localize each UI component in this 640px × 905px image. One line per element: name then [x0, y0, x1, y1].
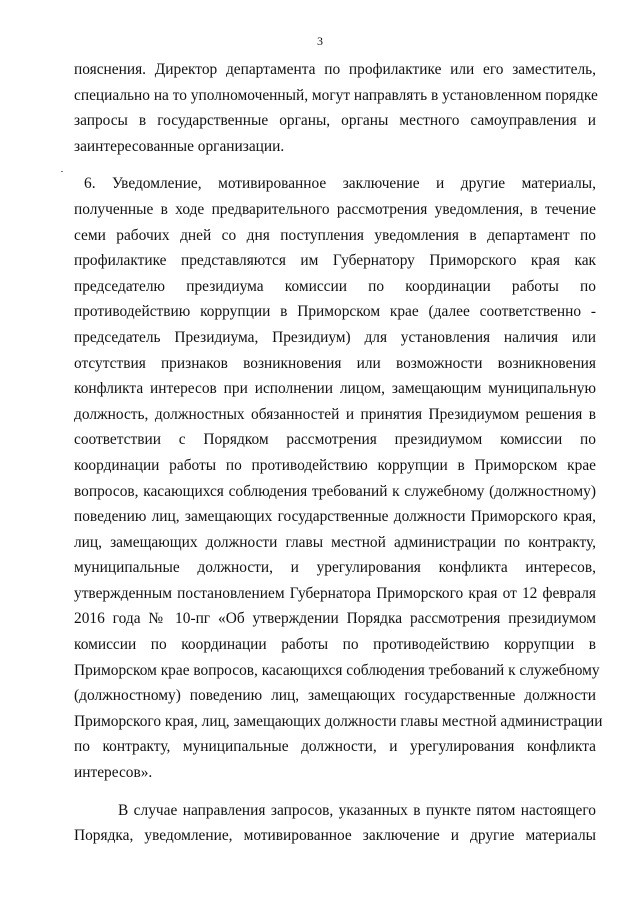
text-line: 2016 года № 10-пг «Об утверждении Порядка рассмотрения президиумом [74, 610, 596, 628]
text-line: председателю президиума комиссии по координации работы по [74, 277, 596, 295]
paragraph-explanations [74, 57, 596, 159]
margin-mark [61, 171, 63, 172]
paragraph-requests [74, 798, 596, 849]
text-line: отсутствия признаков возникновения или возможности возникновения [74, 354, 596, 372]
text-line: конфликта интересов при исполнении лицом, замещающим муниципальную [74, 380, 596, 398]
text-line: заинтересованные организации. [74, 137, 285, 155]
text-line: полученные в ходе предварительного рассмотрения уведомления, в течение [74, 200, 596, 218]
text-line: Порядка, уведомление, мотивированное заключение и другие материалы [74, 827, 596, 845]
text-line: (должностному) поведению лиц, замещающих государственные должности [74, 687, 596, 705]
text-line: противодействию коррупции в Приморском крае (далее соответственно - [74, 303, 596, 321]
text-line: должность, должностных обязанностей и принятия Президиумом решения в [74, 405, 596, 423]
text-line: 6. Уведомление, мотивированное заключение и другие материалы, [84, 175, 596, 193]
text-line: Приморского края, лиц, замещающих должности главы местной администрации [74, 712, 603, 730]
text-line: вопросов, касающихся соблюдения требований к служебному (должностному) [74, 482, 596, 500]
text-line: пояснения. Директор департамента по профилактике или его заместитель, [74, 61, 596, 78]
paragraph-gap [74, 786, 596, 798]
text-line: координации работы по противодействию коррупции в Приморском крае [74, 456, 596, 474]
paragraph-gap [74, 159, 596, 171]
text-line: профилактике представляются им Губернатору Приморского края как [74, 252, 596, 270]
text-line: запросы в государственные органы, органы местного самоуправления и [74, 112, 596, 130]
text-line: лиц, замещающих должности главы местной администрации по контракту, [74, 533, 596, 551]
text-line: муниципальные должности, и урегулирования конфликта интересов, [74, 559, 596, 577]
text-line: комиссии по координации работы по противодействию коррупции в [74, 636, 596, 654]
text-line: соответствии с Порядком рассмотрения президиумом комиссии по [74, 431, 596, 449]
page-number: 3 [317, 34, 323, 48]
text-line: В случае направления запросов, указанных в пункте пятом настоящего [118, 801, 596, 819]
document-body [74, 57, 603, 849]
text-line: Приморском крае вопросов, касающихся соблюдения требований к служебному [74, 661, 600, 679]
text-line: по контракту, муниципальные должности, и урегулирования конфликта [74, 738, 596, 756]
paragraph-item-6 [74, 171, 603, 785]
text-line: специально на то уполномоченный, могут направлять в установленном порядке [74, 86, 598, 104]
text-line: семи рабочих дней со дня поступления уведомления в департамент по [74, 226, 596, 244]
text-line: председатель Президиума, Президиум) для установления наличия или [74, 328, 596, 346]
text-line: поведению лиц, замещающих государственные должности Приморского края, [74, 508, 596, 526]
text-line: интересов». [74, 764, 153, 782]
text-line: утвержденным постановлением Губернатора Приморского края от 12 февраля [74, 584, 596, 602]
